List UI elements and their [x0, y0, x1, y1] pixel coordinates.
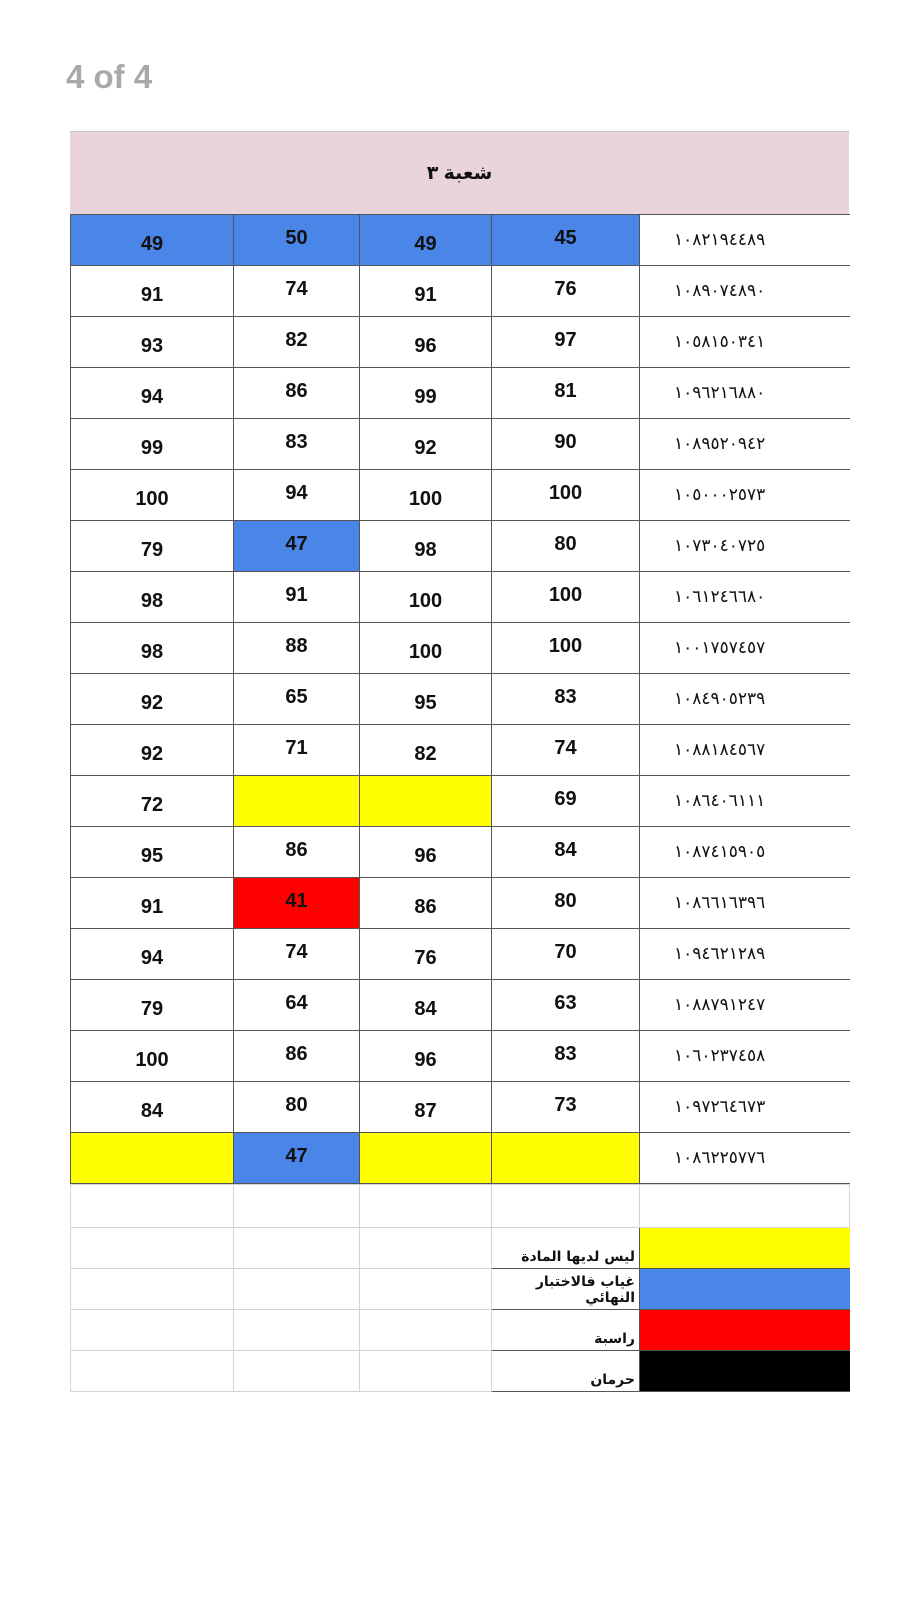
student-id-cell: ١٠٨٧٤١٥٩٠٥ — [640, 827, 850, 878]
grade-cell-c1: 73 — [492, 1082, 640, 1133]
grade-cell-c3: 86 — [234, 1031, 360, 1082]
empty-cell — [492, 1185, 640, 1228]
legend-label: راسبة — [492, 1310, 640, 1351]
student-id-cell: ١٠٩٦٢١٦٨٨٠ — [640, 368, 850, 419]
legend-swatch-black — [640, 1351, 850, 1392]
grade-cell-c4: 92 — [71, 674, 234, 725]
grade-cell-c1: 90 — [492, 419, 640, 470]
grade-cell-c2: 96 — [360, 827, 492, 878]
grade-cell-c3: 41 — [234, 878, 360, 929]
empty-cell — [360, 1185, 492, 1228]
student-id-cell: ١٠٨٤٩٠٥٢٣٩ — [640, 674, 850, 725]
grade-cell-c4: 100 — [71, 1031, 234, 1082]
empty-cell — [71, 1310, 234, 1351]
grade-cell-c3: 86 — [234, 827, 360, 878]
grade-cell-c1: 100 — [492, 470, 640, 521]
grade-cell-c2: 91 — [360, 266, 492, 317]
grade-cell-c3: 74 — [234, 929, 360, 980]
grade-cell-c3: 86 — [234, 368, 360, 419]
legend-swatch-yellow — [640, 1228, 850, 1269]
empty-cell — [71, 1228, 234, 1269]
empty-cell — [71, 1351, 234, 1392]
grade-cell-c2: 95 — [360, 674, 492, 725]
table-row — [71, 317, 850, 368]
grade-cell-c3: 47 — [234, 521, 360, 572]
grade-cell-c4: 79 — [71, 980, 234, 1031]
grade-cell-c2: 96 — [360, 317, 492, 368]
grade-cell-c3: 50 — [234, 215, 360, 266]
table-row — [71, 266, 850, 317]
student-id-cell: ١٠٨٩٠٧٤٨٩٠ — [640, 266, 850, 317]
table-row — [71, 1133, 850, 1184]
grade-cell-c2: 99 — [360, 368, 492, 419]
empty-cell — [360, 1228, 492, 1269]
grades-table — [70, 214, 850, 1184]
student-id-cell: ١٠٨٨٧٩١٢٤٧ — [640, 980, 850, 1031]
empty-cell — [640, 1185, 850, 1228]
table-row — [71, 725, 850, 776]
student-id-cell: ١٠٥٠٠٠٢٥٧٣ — [640, 470, 850, 521]
student-id-cell: ١٠٠١٧٥٧٤٥٧ — [640, 623, 850, 674]
table-row — [71, 1082, 850, 1133]
student-id-cell: ١٠٨٦٢٢٥٧٧٦ — [640, 1133, 850, 1184]
grade-cell-c3: 80 — [234, 1082, 360, 1133]
grade-cell-c1: 63 — [492, 980, 640, 1031]
student-id-cell: ١٠٨٦٤٠٦١١١ — [640, 776, 850, 827]
grade-cell-c3: 94 — [234, 470, 360, 521]
table-row — [71, 827, 850, 878]
grade-cell-c1: 69 — [492, 776, 640, 827]
page-indicator: 4 of 4 — [66, 58, 153, 95]
empty-cell — [234, 1310, 360, 1351]
grade-cell-c4: 91 — [71, 878, 234, 929]
legend-body — [71, 1185, 850, 1392]
grade-cell-c4: 99 — [71, 419, 234, 470]
grade-cell-c4: 93 — [71, 317, 234, 368]
table-row — [71, 980, 850, 1031]
grade-cell-c4: 84 — [71, 1082, 234, 1133]
grade-cell-c4: 91 — [71, 266, 234, 317]
grade-cell-c2: 76 — [360, 929, 492, 980]
grade-cell-c4: 95 — [71, 827, 234, 878]
table-row — [71, 878, 850, 929]
grade-cell-c4: 100 — [71, 470, 234, 521]
grade-cell-c4: 94 — [71, 929, 234, 980]
grades-table-body — [71, 215, 850, 1184]
table-row — [71, 674, 850, 725]
legend-row — [71, 1351, 850, 1392]
grade-cell-c3 — [234, 776, 360, 827]
grade-cell-c2: 87 — [360, 1082, 492, 1133]
grade-cell-c3: 65 — [234, 674, 360, 725]
table-row — [71, 419, 850, 470]
grade-sheet — [70, 131, 849, 1392]
legend-row — [71, 1228, 850, 1269]
table-row — [71, 1031, 850, 1082]
student-id-cell: ١٠٩٧٢٦٤٦٧٣ — [640, 1082, 850, 1133]
legend-swatch-blue — [640, 1269, 850, 1310]
grade-cell-c2 — [360, 1133, 492, 1184]
empty-cell — [234, 1351, 360, 1392]
table-row — [71, 929, 850, 980]
grade-cell-c3: 91 — [234, 572, 360, 623]
grade-cell-c4: 94 — [71, 368, 234, 419]
grade-cell-c2: 100 — [360, 572, 492, 623]
student-id-cell: ١٠٩٤٦٢١٢٨٩ — [640, 929, 850, 980]
empty-cell — [71, 1269, 234, 1310]
grade-cell-c2: 82 — [360, 725, 492, 776]
grade-cell-c3: 71 — [234, 725, 360, 776]
student-id-cell: ١٠٥٨١٥٠٣٤١ — [640, 317, 850, 368]
table-row — [71, 623, 850, 674]
grade-cell-c2: 49 — [360, 215, 492, 266]
grade-cell-c3: 47 — [234, 1133, 360, 1184]
empty-cell — [234, 1185, 360, 1228]
empty-cell — [360, 1310, 492, 1351]
legend-row — [71, 1269, 850, 1310]
grade-cell-c1: 76 — [492, 266, 640, 317]
section-title: شعبة ٣ — [70, 131, 849, 214]
table-row — [71, 572, 850, 623]
grade-cell-c2: 98 — [360, 521, 492, 572]
grade-cell-c4 — [71, 1133, 234, 1184]
empty-cell — [234, 1269, 360, 1310]
grade-cell-c2: 100 — [360, 470, 492, 521]
grade-cell-c2 — [360, 776, 492, 827]
grade-cell-c1: 81 — [492, 368, 640, 419]
grade-cell-c2: 100 — [360, 623, 492, 674]
empty-cell — [71, 1185, 234, 1228]
table-row — [71, 368, 850, 419]
legend-row — [71, 1310, 850, 1351]
empty-cell — [234, 1228, 360, 1269]
grade-cell-c4: 98 — [71, 623, 234, 674]
grade-cell-c3: 83 — [234, 419, 360, 470]
table-row — [71, 215, 850, 266]
empty-cell — [360, 1269, 492, 1310]
grade-cell-c1: 83 — [492, 1031, 640, 1082]
student-id-cell: ١٠٦١٢٤٦٦٨٠ — [640, 572, 850, 623]
grade-cell-c1: 45 — [492, 215, 640, 266]
grade-cell-c1: 100 — [492, 572, 640, 623]
grade-cell-c1: 83 — [492, 674, 640, 725]
empty-cell — [360, 1351, 492, 1392]
grade-cell-c4: 98 — [71, 572, 234, 623]
grade-cell-c1 — [492, 1133, 640, 1184]
grade-cell-c4: 49 — [71, 215, 234, 266]
grade-cell-c1: 74 — [492, 725, 640, 776]
student-id-cell: ١٠٨٦٦١٦٣٩٦ — [640, 878, 850, 929]
grade-cell-c3: 64 — [234, 980, 360, 1031]
grade-cell-c4: 79 — [71, 521, 234, 572]
grade-cell-c1: 80 — [492, 521, 640, 572]
grade-cell-c2: 84 — [360, 980, 492, 1031]
legend-label: غياب فالاختبار النهائي — [492, 1269, 640, 1310]
student-id-cell: ١٠٧٣٠٤٠٧٢٥ — [640, 521, 850, 572]
grade-cell-c4: 72 — [71, 776, 234, 827]
grade-cell-c1: 70 — [492, 929, 640, 980]
grade-cell-c4: 92 — [71, 725, 234, 776]
grade-cell-c1: 100 — [492, 623, 640, 674]
student-id-cell: ١٠٨٨١٨٤٥٦٧ — [640, 725, 850, 776]
grade-cell-c3: 82 — [234, 317, 360, 368]
student-id-cell: ١٠٨٩٥٢٠٩٤٢ — [640, 419, 850, 470]
table-row — [71, 776, 850, 827]
legend-label: ليس لديها المادة — [492, 1228, 640, 1269]
student-id-cell: ١٠٨٢١٩٤٤٨٩ — [640, 215, 850, 266]
grade-cell-c2: 96 — [360, 1031, 492, 1082]
grade-cell-c1: 84 — [492, 827, 640, 878]
grade-cell-c2: 92 — [360, 419, 492, 470]
grade-cell-c3: 74 — [234, 266, 360, 317]
grade-cell-c2: 86 — [360, 878, 492, 929]
table-row — [71, 521, 850, 572]
table-row — [71, 470, 850, 521]
grade-cell-c1: 80 — [492, 878, 640, 929]
legend-table — [70, 1184, 850, 1392]
grade-cell-c3: 88 — [234, 623, 360, 674]
legend-label: حرمان — [492, 1351, 640, 1392]
grade-cell-c1: 97 — [492, 317, 640, 368]
legend-spacer-row — [71, 1185, 850, 1228]
student-id-cell: ١٠٦٠٢٣٧٤٥٨ — [640, 1031, 850, 1082]
legend-swatch-red — [640, 1310, 850, 1351]
